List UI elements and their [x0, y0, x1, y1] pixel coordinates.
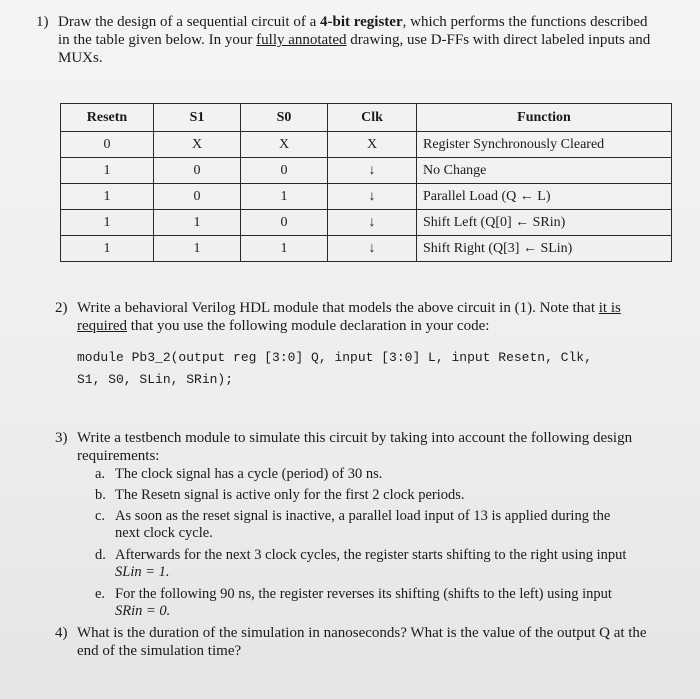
- table-cell: ↓: [328, 158, 417, 184]
- requirement-b: [95, 487, 685, 505]
- table-cell: ↓: [328, 184, 417, 210]
- requirement-text: next clock cycle.: [115, 525, 213, 541]
- table-cell-function: Register Synchronously Cleared: [417, 132, 672, 158]
- module-declaration-code: [77, 349, 687, 389]
- table-row: [61, 158, 672, 184]
- question-2-line-1: Write a behavioral Verilog HDL module that models the above circuit in (1). Note that it is: [77, 300, 621, 316]
- table-cell: X: [328, 132, 417, 158]
- question-3: [55, 429, 695, 469]
- question-4-number: 4): [55, 625, 68, 641]
- table-row: [61, 132, 672, 158]
- table-cell: 1: [61, 236, 154, 262]
- code-line-1: module Pb3_2(output reg [3:0] Q, input [3:0] L, input Resetn, Clk,: [77, 350, 592, 365]
- requirement-c: [95, 508, 685, 544]
- requirement-text: SRin = 0.: [115, 603, 171, 619]
- question-1-line-3: MUXs.: [58, 50, 103, 66]
- requirement-letter: e.: [95, 586, 106, 602]
- table-header-row: [61, 104, 672, 132]
- question-3-number: 3): [55, 430, 68, 446]
- question-3-line-2: requirements:: [77, 448, 160, 464]
- code-line-2: S1, S0, SLin, SRin);: [77, 372, 234, 387]
- requirement-text: The Resetn signal is active only for the first 2 clock periods.: [115, 487, 465, 503]
- table-row: [61, 184, 672, 210]
- question-4-line-2: end of the simulation time?: [77, 643, 242, 659]
- table-cell: X: [154, 132, 241, 158]
- question-2-number: 2): [55, 300, 68, 316]
- function-table: [60, 103, 672, 262]
- table-cell: X: [241, 132, 328, 158]
- requirement-text: Afterwards for the next 3 clock cycles, the register starts shifting to the right using input: [115, 547, 627, 563]
- requirement-text: As soon as the reset signal is inactive, a parallel load input of 13 is applied during the: [115, 508, 611, 524]
- question-1-line-2: in the table given below. In your fully annotated drawing, use D-FFs with direct labeled inputs and: [58, 32, 651, 48]
- table-cell: 1: [154, 236, 241, 262]
- table-cell-function: No Change: [417, 158, 672, 184]
- question-2-line-2: required that you use the following module declaration in your code:: [77, 318, 490, 334]
- requirement-text: The clock signal has a cycle (period) of 30 ns.: [115, 466, 383, 482]
- table-cell-function: Shift Right (Q[3] ← SLin): [417, 236, 672, 262]
- table-row: [61, 210, 672, 236]
- header-s1: S1: [154, 104, 241, 132]
- table-cell: ↓: [328, 236, 417, 262]
- table-cell: 0: [241, 158, 328, 184]
- requirement-letter: d.: [95, 547, 106, 563]
- table-cell: 0: [154, 184, 241, 210]
- requirement-text: For the following 90 ns, the register reverses its shifting (shifts to the left) using input: [115, 586, 612, 602]
- requirement-text: SLin = 1.: [115, 564, 170, 580]
- header-resetn: Resetn: [61, 104, 154, 132]
- table-cell: 1: [61, 158, 154, 184]
- table-cell: 0: [154, 158, 241, 184]
- question-1-line-1: Draw the design of a sequential circuit of a 4-bit register, which performs the functions described: [58, 14, 648, 30]
- requirement-letter: b.: [95, 487, 106, 503]
- table-cell: 1: [61, 184, 154, 210]
- requirement-d: [95, 547, 685, 583]
- table-cell-function: Parallel Load (Q ← L): [417, 184, 672, 210]
- question-4-line-1: What is the duration of the simulation in nanoseconds? What is the value of the output Q at the: [77, 625, 647, 641]
- header-function: Function: [417, 104, 672, 132]
- header-s0: S0: [241, 104, 328, 132]
- table-cell: 0: [241, 210, 328, 236]
- question-3-line-1: Write a testbench module to simulate this circuit by taking into account the following design: [77, 430, 633, 446]
- question-2: [55, 299, 695, 339]
- question-4: [55, 624, 695, 664]
- header-clk: Clk: [328, 104, 417, 132]
- table-cell: 1: [61, 210, 154, 236]
- table-cell: 1: [241, 184, 328, 210]
- table-cell: 0: [61, 132, 154, 158]
- requirement-e: [95, 586, 685, 622]
- requirement-letter: c.: [95, 508, 106, 524]
- table-cell: 1: [154, 210, 241, 236]
- requirement-letter: a.: [95, 466, 106, 482]
- requirement-a: [95, 466, 685, 484]
- question-1-number: 1): [36, 14, 49, 30]
- question-1: [36, 13, 686, 69]
- table-cell: ↓: [328, 210, 417, 236]
- table-cell-function: Shift Left (Q[0] ← SRin): [417, 210, 672, 236]
- table-cell: 1: [241, 236, 328, 262]
- table-row: [61, 236, 672, 262]
